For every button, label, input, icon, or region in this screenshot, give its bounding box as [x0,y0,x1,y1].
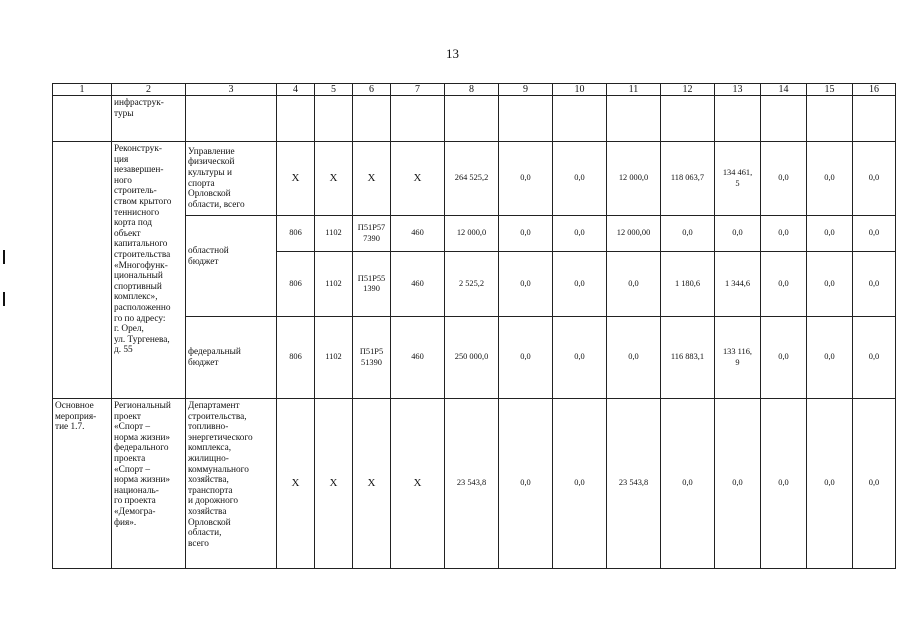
table-cell: 0,0 [807,252,853,317]
column-header: 12 [661,84,715,96]
table-cell [853,96,896,142]
table-cell: 0,0 [761,142,807,216]
table-cell [607,96,661,142]
table-cell: 0,0 [499,399,553,569]
table-cell [445,96,499,142]
table-cell: 0,0 [807,399,853,569]
table-cell: 0,0 [553,399,607,569]
table-cell: Х [277,142,315,216]
table-cell [186,96,277,142]
table-cell: 0,0 [807,216,853,252]
table-cell [353,96,391,142]
table-cell: Х [391,142,445,216]
column-header: 3 [186,84,277,96]
table-cell: 0,0 [761,317,807,399]
column-header: 2 [112,84,186,96]
table-cell: инфраструк- туры [112,96,186,142]
table-cell: 0,0 [553,142,607,216]
table-cell: 1 344,6 [715,252,761,317]
table-cell: 0,0 [553,317,607,399]
table-cell: 0,0 [499,142,553,216]
table-cell: 0,0 [553,252,607,317]
budget-table [52,83,896,569]
column-header: 15 [807,84,853,96]
table-cell: 0,0 [499,317,553,399]
table-cell [661,96,715,142]
table-cell: 0,0 [761,216,807,252]
table-cell: 806 [277,252,315,317]
table-cell [499,96,553,142]
funding-source-regional: областной бюджет [186,216,277,317]
table-cell: 133 116, 9 [715,317,761,399]
table-cell: 0,0 [761,399,807,569]
table-cell: 12 000,0 [607,142,661,216]
column-header: 6 [353,84,391,96]
table-cell: 1102 [315,216,353,252]
table-cell: 0,0 [607,252,661,317]
table-cell: Х [277,399,315,569]
column-header: 10 [553,84,607,96]
table-cell: Х [315,142,353,216]
table-cell: 0,0 [661,216,715,252]
table-cell: 12 000,0 [445,216,499,252]
table-cell: 460 [391,216,445,252]
table-cell: П51Р57 7390 [353,216,391,252]
column-header: 14 [761,84,807,96]
table-cell: Х [353,399,391,569]
table-cell: 0,0 [761,252,807,317]
table-cell: 0,0 [807,142,853,216]
table-cell: 0,0 [853,399,896,569]
responsible-agency: Департамент строительства, топливно- энергетического комплекса, жилищно- коммунального хозяйства, транспорта и дорожного хозяйства Орловской области, всего [186,399,277,569]
table-cell: П51Р5 51390 [353,317,391,399]
table-cell [391,96,445,142]
table-cell: 0,0 [607,317,661,399]
object-description: Реконструк- ция незавершен- ного строитель- ством крытого теннисного корта под объект капитального строительства «Многофунк- циональный спортивный комплекс», расположенно го по адресу: г. Орел, ул. Тургенева, д. 55 [112,142,186,399]
table-cell: 134 461, 5 [715,142,761,216]
scan-mark [3,250,5,264]
table-cell: П51Р55 1390 [353,252,391,317]
table-cell: 0,0 [715,399,761,569]
event-description: Региональный проект «Спорт – норма жизни» федерального проекта «Спорт – норма жизни» националь- го проекта «Демогра- фия». [112,399,186,569]
table-cell: 1102 [315,317,353,399]
table-cell: 460 [391,252,445,317]
table-cell: 0,0 [499,216,553,252]
table-cell [761,96,807,142]
table-cell: 0,0 [499,252,553,317]
table-cell [315,96,353,142]
column-header: 13 [715,84,761,96]
column-header: 9 [499,84,553,96]
column-header: 8 [445,84,499,96]
table-cell: 0,0 [853,142,896,216]
table-cell: 460 [391,317,445,399]
table-cell: 0,0 [661,399,715,569]
table-cell: Х [353,142,391,216]
table-cell [53,96,112,142]
table-cell: 806 [277,317,315,399]
table-cell: 0,0 [715,216,761,252]
table-cell: 12 000,00 [607,216,661,252]
table-cell: 1 180,6 [661,252,715,317]
table-cell [553,96,607,142]
table-cell: 118 063,7 [661,142,715,216]
table-row-main-event [53,399,896,569]
column-number-row [53,84,896,96]
column-header: 7 [391,84,445,96]
table-row-reconstruction-total [53,142,896,216]
column-header: 16 [853,84,896,96]
table-cell: 2 525,2 [445,252,499,317]
table-cell [715,96,761,142]
table-cell: 0,0 [853,216,896,252]
page-number: 13 [446,46,459,61]
table-cell [53,142,112,399]
table-cell: 116 883,1 [661,317,715,399]
column-header: 11 [607,84,661,96]
table-cell: 264 525,2 [445,142,499,216]
table-cell: 0,0 [553,216,607,252]
table-cell [807,96,853,142]
scan-mark [3,292,5,306]
column-header: 5 [315,84,353,96]
funding-source-federal: федеральный бюджет [186,317,277,399]
table-cell: Х [391,399,445,569]
event-number: Основное мероприя- тие 1.7. [53,399,112,569]
table-cell: 0,0 [807,317,853,399]
table-cell: Х [315,399,353,569]
table-cell: 0,0 [853,252,896,317]
table-cell: 0,0 [853,317,896,399]
table-row-infrastructure [53,96,896,142]
column-header: 4 [277,84,315,96]
table-cell: 23 543,8 [445,399,499,569]
column-header: 1 [53,84,112,96]
table-cell: 23 543,8 [607,399,661,569]
responsible-agency: Управление физической культуры и спорта Орловской области, всего [186,142,277,216]
table-cell: 806 [277,216,315,252]
table-cell: 250 000,0 [445,317,499,399]
table-cell: 1102 [315,252,353,317]
table-cell [277,96,315,142]
